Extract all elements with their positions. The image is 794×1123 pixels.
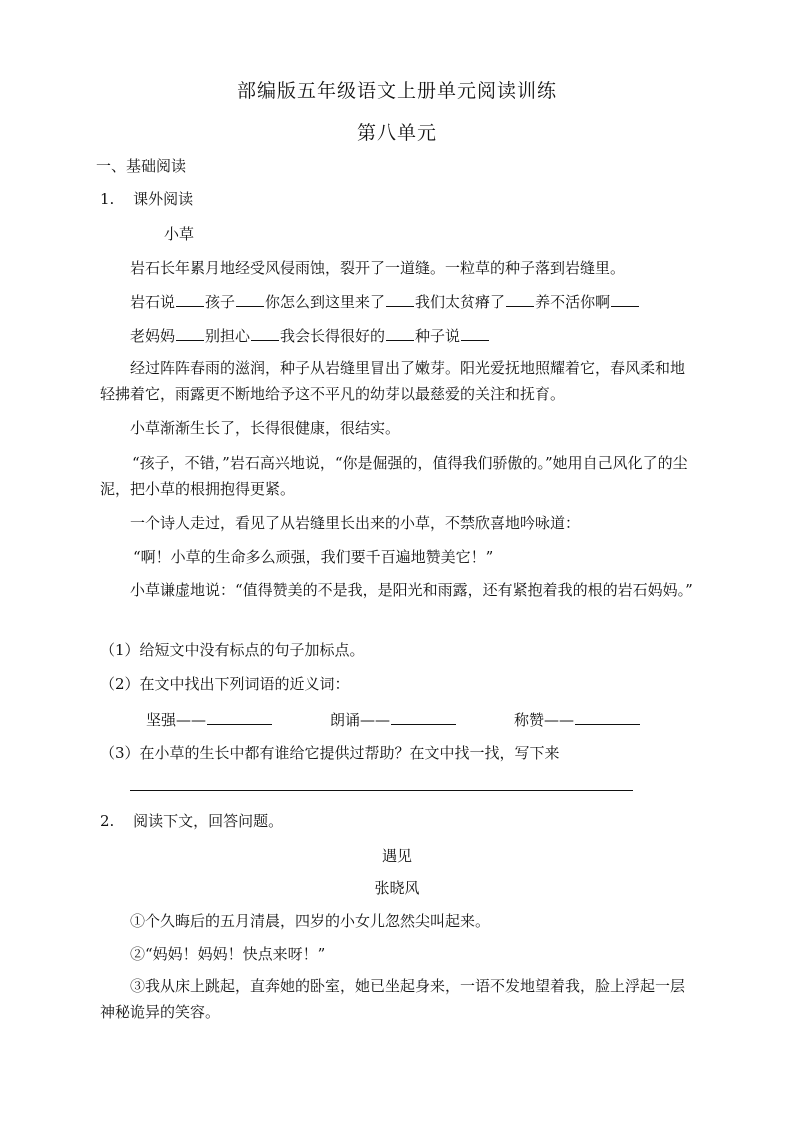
section-heading: 一、基础阅读 xyxy=(96,157,187,175)
sub-question-2: （2）在文中找出下列词语的近义词： xyxy=(100,675,350,693)
punctuation-blank[interactable] xyxy=(176,325,204,341)
fill-in-sentence: 老妈妈 别担心 我会长得很好的 种子说 xyxy=(130,323,490,349)
sub-question-1: （1）给短文中没有标点的句子加标点。 xyxy=(100,641,365,659)
answer-blank[interactable] xyxy=(391,709,456,725)
story-paragraph: ②“妈妈！妈妈！快点来呀！” xyxy=(130,945,326,963)
story-paragraph: “啊！小草的生命多么顽强，我们要千百遍地赞美它！” xyxy=(133,548,494,566)
story-title: 遇见 xyxy=(381,847,412,865)
story-paragraph: “孩子，不错，”岩石高兴地说，“你是倔强的，值得我们骄傲的。”她用自己风化了的尘泥，把小草的根拥抱得更紧。 xyxy=(100,454,688,498)
document-title: 部编版五年级语文上册单元阅读训练 xyxy=(236,80,557,102)
punctuation-blank[interactable] xyxy=(386,325,414,341)
question-number: 1. xyxy=(100,190,115,208)
punctuation-blank[interactable] xyxy=(461,325,489,341)
story-paragraph: 小草谦虚地说：“值得赞美的不是我，是阳光和雨露，还有紧抱着我的根的岩石妈妈。” xyxy=(130,581,693,599)
synonym-item: 称赞—— xyxy=(514,707,641,733)
punctuation-blank[interactable] xyxy=(506,291,534,307)
answer-line[interactable] xyxy=(130,790,633,791)
fill-in-sentence: 岩石说 孩子 你怎么到这里来了 我们太贫瘠了 养不活你啊 xyxy=(130,289,640,315)
question-label: 阅读下文，回答问题。 xyxy=(133,812,284,830)
unit-title: 第八单元 xyxy=(356,122,437,144)
punctuation-blank[interactable] xyxy=(176,291,204,307)
synonym-item: 朗诵—— xyxy=(330,707,457,733)
question-2-heading xyxy=(100,808,283,834)
story-paragraph: 经过阵阵春雨的滋润，种子从岩缝里冒出了嫩芽。阳光爱抚地照耀着它，春风柔和地轻拂着它，雨露更不断地给予这不平凡的幼芽以最慈爱的关注和抚育。 xyxy=(100,359,686,403)
story-paragraph: ①个久晦后的五月清晨，四岁的小女儿忽然尖叫起来。 xyxy=(130,912,491,930)
story-paragraph: 一个诗人走过，看见了从岩缝里长出来的小草，不禁欣喜地吟咏道： xyxy=(130,514,581,532)
story-author: 张晓风 xyxy=(374,879,420,897)
question-number: 2. xyxy=(100,812,115,830)
story-paragraph: 岩石长年累月地经受风侵雨蚀，裂开了一道缝。一粒草的种子落到岩缝里。 xyxy=(130,259,626,277)
punctuation-blank[interactable] xyxy=(611,291,639,307)
story-title: 小草 xyxy=(164,225,195,243)
question-label: 课外阅读 xyxy=(133,190,194,208)
sub-question-3: （3）在小草的生长中都有谁给它提供过帮助？在文中找一找，写下来 xyxy=(100,744,560,762)
story-paragraph: 小草渐渐生长了，长得很健康，很结实。 xyxy=(130,419,401,437)
answer-blank[interactable] xyxy=(575,709,640,725)
punctuation-blank[interactable] xyxy=(251,325,279,341)
punctuation-blank[interactable] xyxy=(236,291,264,307)
answer-blank[interactable] xyxy=(207,709,272,725)
story-paragraph: ③我从床上跳起，直奔她的卧室，她已坐起身来，一语不发地望着我，脸上浮起一层神秘诡异的笑容。 xyxy=(100,977,686,1021)
question-1-heading xyxy=(100,186,193,212)
punctuation-blank[interactable] xyxy=(386,291,414,307)
synonym-item: 坚强—— xyxy=(146,707,273,733)
